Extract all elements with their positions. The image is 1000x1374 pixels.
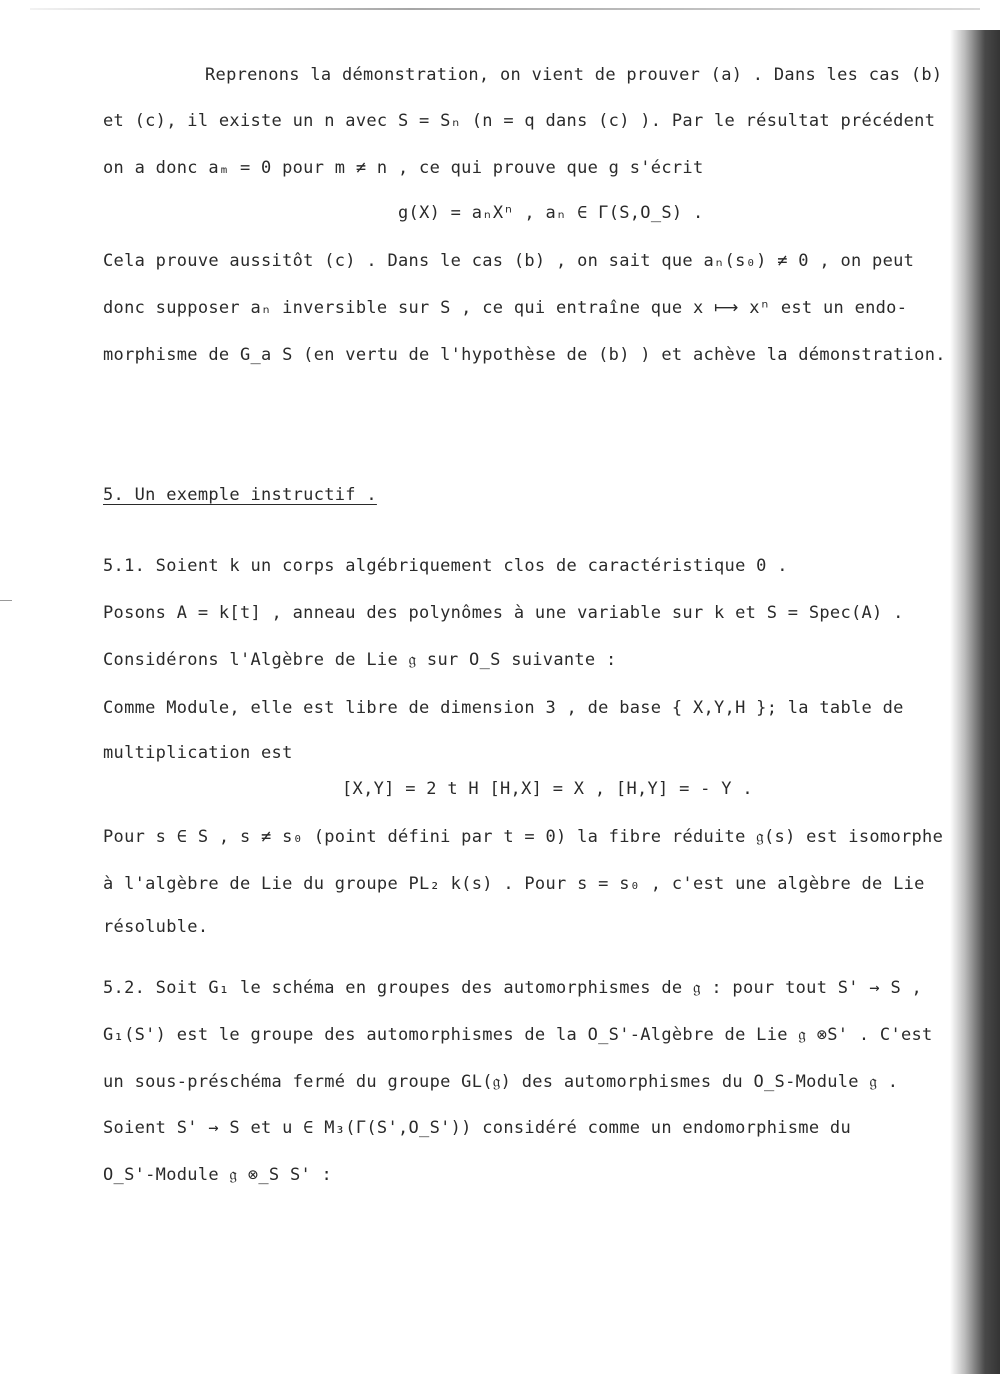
page-top-edge bbox=[30, 8, 980, 10]
text-line-7: morphisme de G_a S (en vertu de l'hypothèse de (b) ) et achève la démonstration. bbox=[103, 345, 946, 365]
text-line-1: Reprenons la démonstration, on vient de prouver (a) . Dans les cas (b) bbox=[205, 65, 943, 85]
paragraph-5-2-line-2: G₁(S') est le groupe des automorphismes de la O_S'-Algèbre de Lie 𝔤 ⊗S' . C'est bbox=[103, 1025, 933, 1045]
paragraph-5-1-line-2: Posons A = k[t] , anneau des polynômes à une variable sur k et S = Spec(A) . bbox=[103, 603, 904, 623]
page-left-mark bbox=[0, 600, 12, 601]
formula-g-of-x: g(X) = aₙXⁿ , aₙ ∈ Γ(S,O_S) . bbox=[398, 203, 704, 223]
text-line-2: et (c), il existe un n avec S = Sₙ (n = q dans (c) ). Par le résultat précédent bbox=[103, 111, 936, 131]
paragraph-5-2-line-5: O_S'-Module 𝔤 ⊗_S S' : bbox=[103, 1165, 333, 1185]
paragraph-5-1-line-1: 5.1. Soient k un corps algébriquement clos de caractéristique 0 . bbox=[103, 556, 788, 576]
paragraph-5-1-line-4: Comme Module, elle est libre de dimension 3 , de base { X,Y,H }; la table de bbox=[103, 698, 904, 718]
paragraph-5-2-line-4: Soient S' → S et u ∈ M₃(Γ(S',O_S')) considéré comme un endomorphisme du bbox=[103, 1118, 851, 1138]
page-binding-shadow bbox=[950, 30, 1000, 1374]
paragraph-5-1-line-3: Considérons l'Algèbre de Lie 𝔤 sur O_S suivante : bbox=[103, 650, 617, 670]
paragraph-5-2-line-1: 5.2. Soit G₁ le schéma en groupes des automorphismes de 𝔤 : pour tout S' → S , bbox=[103, 978, 923, 998]
text-line-3: on a donc aₘ = 0 pour m ≠ n , ce qui prouve que g s'écrit bbox=[103, 158, 704, 178]
section-heading-5: 5. Un exemple instructif . bbox=[103, 485, 377, 505]
formula-multiplication-table: [X,Y] = 2 t H [H,X] = X , [H,Y] = - Y . bbox=[342, 779, 753, 799]
paragraph-5-1-line-9: résoluble. bbox=[103, 917, 209, 937]
paragraph-5-1-line-5: multiplication est bbox=[103, 743, 293, 763]
paragraph-5-1-line-7: Pour s ∈ S , s ≠ s₀ (point défini par t = 0) la fibre réduite 𝔤(s) est isomorphe bbox=[103, 827, 944, 847]
text-line-5: Cela prouve aussitôt (c) . Dans le cas (b) , on sait que aₙ(s₀) ≠ 0 , on peut bbox=[103, 251, 915, 271]
text-line-6: donc supposer aₙ inversible sur S , ce qui entraîne que x ⟼ xⁿ est un endo- bbox=[103, 298, 908, 318]
paragraph-5-2-line-3: un sous-préschéma fermé du groupe GL(𝔤) des automorphismes du O_S-Module 𝔤 . bbox=[103, 1072, 899, 1092]
paragraph-5-1-line-8: à l'algèbre de Lie du groupe PL₂ k(s) . Pour s = s₀ , c'est une algèbre de Lie bbox=[103, 874, 925, 894]
